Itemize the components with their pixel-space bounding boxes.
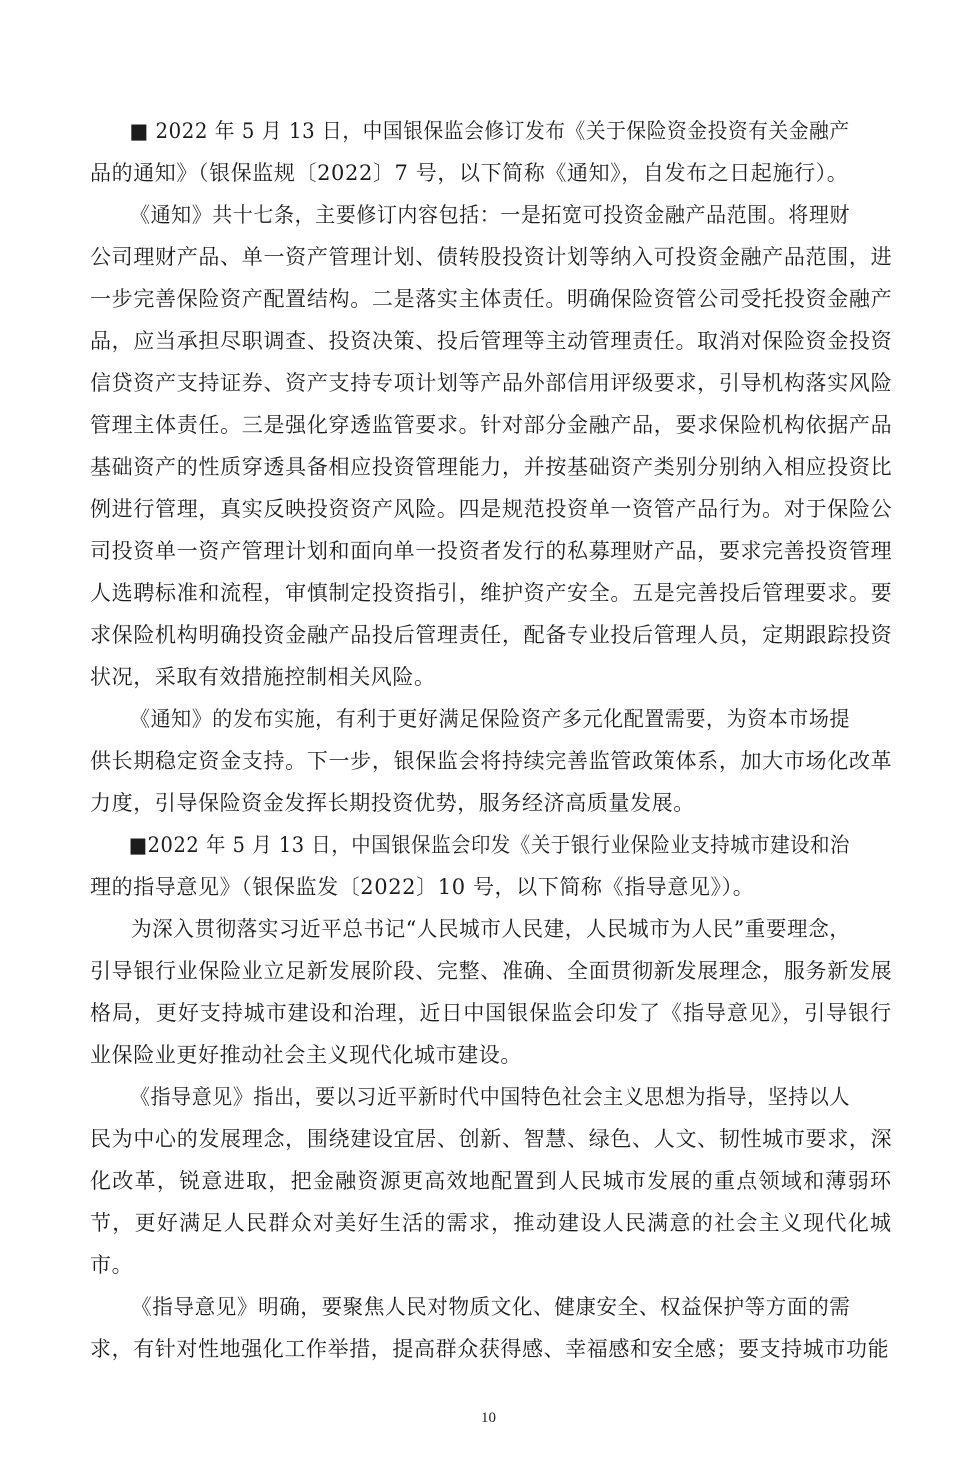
text-line: 格局，更好支持城市建设和治理，近日中国银保监会印发了《指导意见》，引导银行 — [90, 1001, 893, 1025]
text-line: 人选聘标准和流程，审慎制定投资指引，维护资产安全。五是完善投后管理要求。要 — [90, 581, 893, 605]
text-line: 节，更好满足人民群众对美好生活的需求，推动建设人民满意的社会主义现代化城 — [90, 1211, 893, 1235]
text-line: 求，有针对性地强化工作举措，提高群众获得感、幸福感和安全感；要支持城市功能 — [90, 1337, 890, 1361]
text-line: 状况，采取有效措施控制相关风险。 — [90, 665, 436, 689]
document-body — [90, 110, 892, 1370]
text-line: 基础资产的性质穿透具备相应投资管理能力，并按基础资产类别分别纳入相应投资比 — [90, 455, 893, 479]
text-line: 引导银行业保险业立足新发展阶段、完整、准确、全面贯彻新发展理念，服务新发展 — [90, 959, 893, 983]
text-line: 品，应当承担尽职调查、投资决策、投后管理等主动管理责任。取消对保险资金投资 — [90, 329, 893, 353]
paragraph-guidance-purpose — [90, 908, 892, 1076]
text-line: 信贷资产支持证券、资产支持专项计划等产品外部信用评级要求，引导机构落实风险 — [90, 371, 893, 395]
text-line: 力度，引导保险资金发挥长期投资优势，服务经济高质量发展。 — [90, 791, 695, 815]
paragraph-guidance-measures — [90, 1286, 892, 1370]
text-line: 民为中心的发展理念，围绕建设宜居、创新、智慧、绿色、人文、韧性城市要求，深 — [90, 1127, 893, 1151]
text-line: 例进行管理，真实反映投资资产风险。四是规范投资单一资管产品行为。对于保险公 — [90, 497, 893, 521]
text-line: 一步完善保险资产配置结构。二是落实主体责任。明确保险资管公司受托投资金融产 — [90, 287, 893, 311]
text-line: 理的指导意见》（银保监发〔2022〕10 号，以下简称《指导意见》）。 — [90, 875, 755, 899]
text-line: ■2022 年 5 月 13 日，中国银保监会印发《关于银行业保险业支持城市建设和治 — [128, 833, 850, 857]
news-item-1 — [90, 110, 892, 194]
text-line: 业保险业更好推动社会主义现代化城市建设。 — [90, 1043, 522, 1067]
text-line: 司投资单一资产管理计划和面向单一投资者发行的私募理财产品，要求完善投资管理 — [90, 539, 893, 563]
text-line: 《指导意见》指出，要以习近平新时代中国特色社会主义思想为指导，坚持以人 — [130, 1085, 851, 1109]
text-line: 为深入贯彻落实习近平总书记“人民城市人民建，人民城市为人民”重要理念， — [131, 917, 851, 941]
text-line: 公司理财产品、单一资产管理计划、债转股投资计划等纳入可投资金融产品范围，进 — [90, 245, 893, 269]
text-line: ■ 2022 年 5 月 13 日，中国银保监会修订发布《关于保险资金投资有关金融产 — [129, 119, 850, 143]
text-line: 管理主体责任。三是强化穿透监管要求。针对部分金融产品，要求保险机构依据产品 — [90, 413, 893, 437]
text-line: 品的通知》（银保监规〔2022〕7 号，以下简称《通知》，自发布之日起施行）。 — [90, 161, 849, 185]
paragraph-notice-revisions — [90, 194, 892, 698]
text-line: 《通知》的发布实施，有利于更好满足保险资产多元化配置需要，为资本市场提 — [130, 707, 851, 731]
page-number: 10 — [481, 1410, 496, 1426]
text-line: 《指导意见》明确，要聚焦人民对物质文化、健康安全、权益保护等方面的需 — [131, 1295, 851, 1319]
text-line: 供长期稳定资金支持。下一步，银保监会将持续完善监管政策体系，加大市场化改革 — [90, 749, 893, 773]
text-line: 化改革，锐意进取，把金融资源更高效地配置到人民城市发展的重点领域和薄弱环 — [90, 1169, 893, 1193]
news-item-2 — [90, 824, 892, 908]
paragraph-guidance-principles — [90, 1076, 892, 1286]
paragraph-notice-impact — [90, 698, 892, 824]
text-line: 求保险机构明确投资金融产品投后管理责任，配备专业投后管理人员，定期跟踪投资 — [90, 623, 893, 647]
text-line: 市。 — [90, 1253, 134, 1277]
text-line: 《通知》共十七条，主要修订内容包括：一是拓宽可投资金融产品范围。将理财 — [130, 203, 851, 227]
